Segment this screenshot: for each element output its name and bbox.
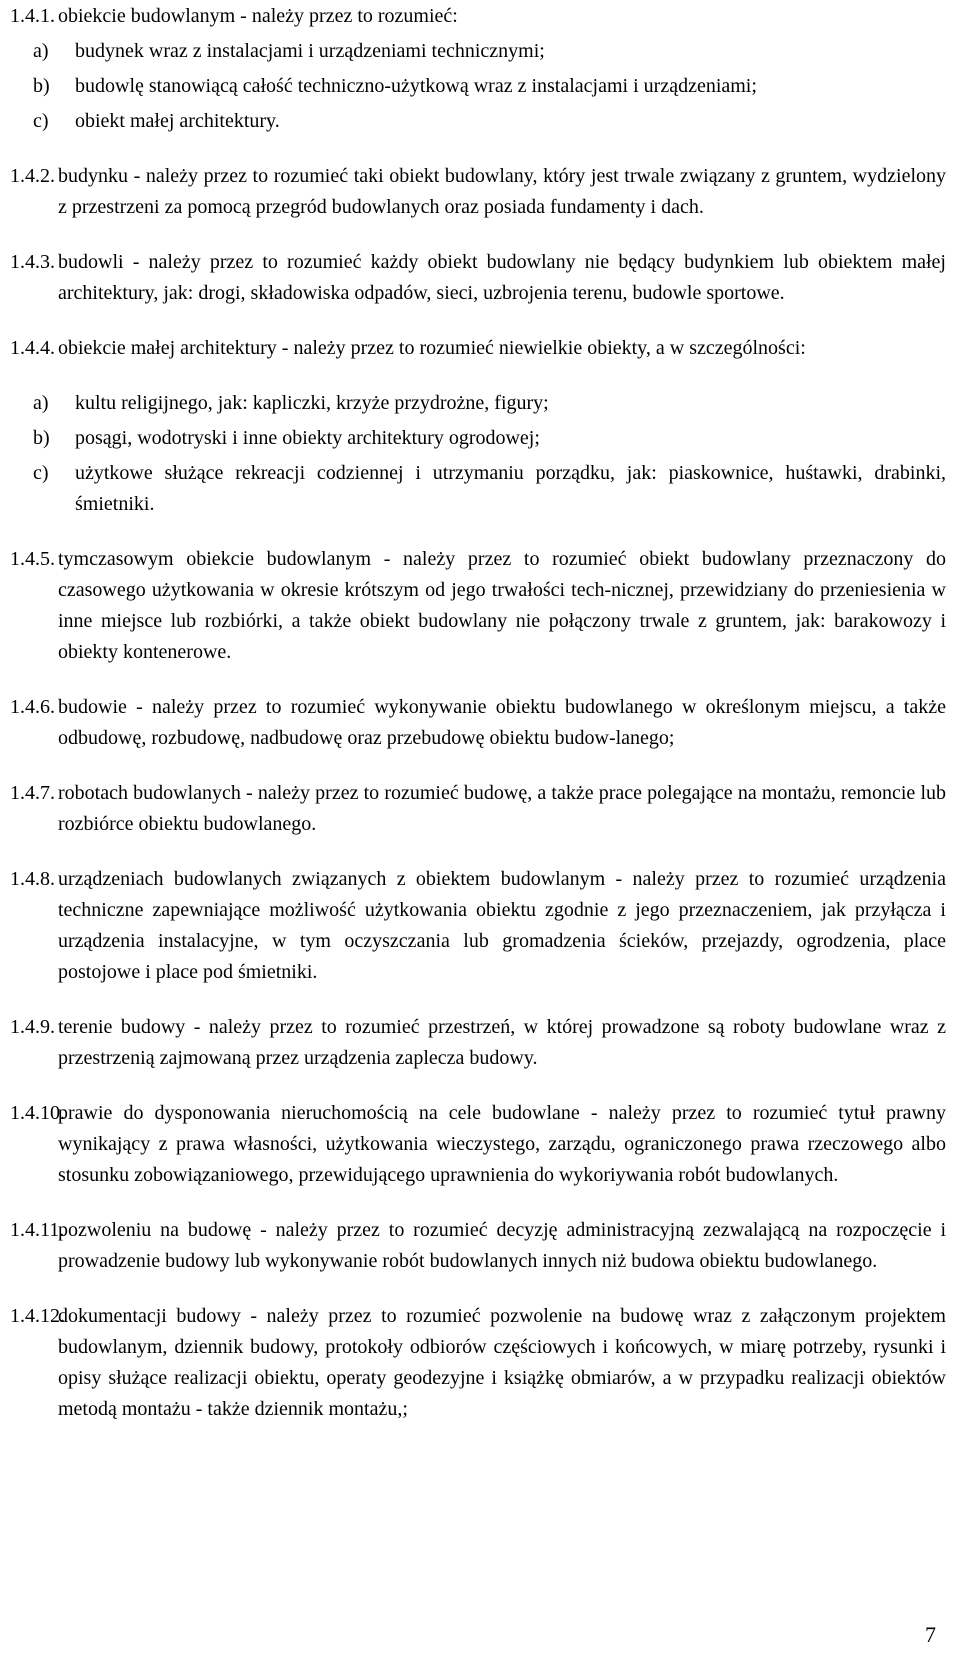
definition-1-4-6 [10, 692, 946, 754]
list-item-text: budowlę stanowiącą całość techniczno-użytkową wraz z instalacjami i urządzeniami; [75, 75, 757, 97]
list-item-text: użytkowe służące rekreacji codziennej i utrzymaniu porządku, jak: piaskownice, huśtawki, drabinki, śmietniki. [75, 462, 946, 515]
definition-number: 1.4.1. [10, 5, 55, 27]
list-item-text: obiekt małej architektury. [75, 110, 280, 132]
definition-1-4-10 [10, 1098, 946, 1191]
definition-number: 1.4.2. [10, 165, 55, 187]
list-item-label: b) [33, 75, 50, 97]
definition-text: pozwoleniu na budowę - należy przez to rozumieć decyzję administracyjną zezwalającą na rozpoczęcie i prowadzenie budowy lub wykonywanie robót budowlanych innych niż budowa obiektu budowlanego. [58, 1219, 946, 1272]
document-body [10, 1, 946, 1425]
definition-1-4-2 [10, 161, 946, 223]
definition-text: budynku - należy przez to rozumieć taki obiekt budowlany, który jest trwale związany z gruntem, wydzielony z przestrzeni za pomocą przegród budowlanych oraz posiada fundamenty i dach. [58, 165, 946, 218]
list-item [10, 71, 946, 102]
definition-number: 1.4.6. [10, 696, 55, 718]
definition-number: 1.4.5. [10, 548, 55, 570]
definition-number: 1.4.12. [10, 1305, 65, 1327]
list-item [10, 458, 946, 520]
list-item-label: a) [33, 40, 49, 62]
definition-1-4-3 [10, 247, 946, 309]
page-number: 7 [925, 1622, 936, 1647]
definition-1-4-9 [10, 1012, 946, 1074]
definition-1-4-8 [10, 864, 946, 988]
definition-text: urządzeniach budowlanych związanych z obiektem budowlanym - należy przez to rozumieć urządzenia techniczne zapewniające możliwość użytkowania obiektu zgodnie z jego przeznaczeniem, jak przyłącza i urządzenia instalacyjne, w tym oczyszczania lub gromadzenia ścieków, przejazdy, ogrodzenia, place postojowe i place pod śmietniki. [58, 868, 946, 983]
definition-text: terenie budowy - należy przez to rozumieć przestrzeń, w której prowadzone są roboty budowlane wraz z przestrzenią zajmowaną przez urządzenia zaplecza budowy. [58, 1016, 946, 1069]
definition-number: 1.4.3. [10, 251, 55, 273]
list-item [10, 106, 946, 137]
definition-number: 1.4.8. [10, 868, 55, 890]
list-item-label: c) [33, 110, 49, 132]
list-item-text: kultu religijnego, jak: kapliczki, krzyże przydrożne, figury; [75, 392, 549, 414]
definition-1-4-7 [10, 778, 946, 840]
definition-text: dokumentacji budowy - należy przez to rozumieć pozwolenie na budowę wraz z załączonym projektem budowlanym, dziennik budowy, protokoły odbiorów częściowych i końcowych, w miarę potrzeby, rysunki i opisy służące realizacji obiektu, operaty geodezyjne i książkę obmiarów, a w przypadku realizacji obiektów metodą montażu - także dziennik montażu,; [58, 1305, 946, 1420]
list-item [10, 388, 946, 419]
definition-text: robotach budowlanych - należy przez to rozumieć budowę, a także prace polegające na montażu, remoncie lub rozbiórce obiektu budowlanego. [58, 782, 946, 835]
definition-number: 1.4.7. [10, 782, 55, 804]
definition-text: obiekcie budowlanym - należy przez to rozumieć: [58, 5, 458, 27]
definition-number: 1.4.4. [10, 337, 55, 359]
list-item-label: a) [33, 392, 49, 414]
list-item-text: budynek wraz z instalacjami i urządzeniami technicznymi; [75, 40, 545, 62]
list-item-label: c) [33, 462, 49, 484]
definition-1-4-12 [10, 1301, 946, 1425]
list-item [10, 423, 946, 454]
definition-text: budowie - należy przez to rozumieć wykonywanie obiektu budowlanego w określonym miejscu, a także odbudowę, rozbudowę, nadbudowę oraz przebudowę obiektu budow-lanego; [58, 696, 946, 749]
definition-text: prawie do dysponowania nieruchomością na cele budowlane - należy przez to rozumieć tytuł prawny wynikający z prawa własności, użytkowania wieczystego, zarządu, ograniczonego prawa rzeczowego albo stosunku zobowiązaniowego, przewidującego uprawnienia do wykoriywania robót budowlanych. [58, 1102, 946, 1186]
list-item [10, 36, 946, 67]
definition-number: 1.4.11. [10, 1219, 65, 1241]
definition-number: 1.4.9. [10, 1016, 55, 1038]
definition-text: budowli - należy przez to rozumieć każdy obiekt budowlany nie będący budynkiem lub obiektem małej architektury, jak: drogi, składowiska odpadów, sieci, uzbrojenia terenu, budowle sportowe. [58, 251, 946, 304]
definition-text: obiekcie małej architektury - należy przez to rozumieć niewielkie obiekty, a w szczególności: [58, 337, 806, 359]
definition-1-4-4 [10, 333, 946, 364]
definition-number: 1.4.10. [10, 1102, 65, 1124]
definition-1-4-1 [10, 1, 946, 32]
list-item-label: b) [33, 427, 50, 449]
definition-1-4-11 [10, 1215, 946, 1277]
definition-1-4-5 [10, 544, 946, 668]
list-item-text: posągi, wodotryski i inne obiekty architektury ogrodowej; [75, 427, 540, 449]
definition-text: tymczasowym obiekcie budowlanym - należy przez to rozumieć obiekt budowlany przeznaczony do czasowego użytkowania w okresie krótszym od jego trwałości tech-nicznej, przewidziany do przeniesienia w inne miejsce lub rozbiórki, a także obiekt budowlany nie połączony trwale z gruntem, jak: barakowozy i obiekty kontenerowe. [58, 548, 946, 663]
